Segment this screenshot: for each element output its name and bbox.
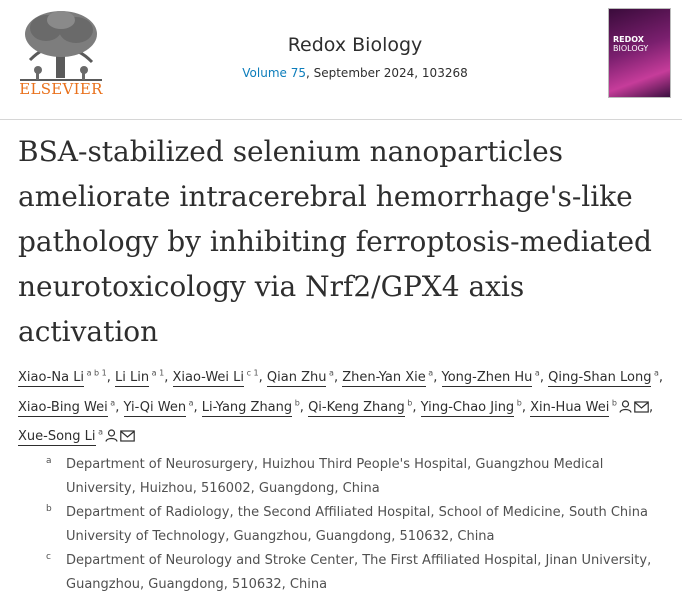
author-affiliation-marker[interactable]: c 1 [244,369,259,378]
author-name-link[interactable]: Li Lin [115,370,150,386]
person-icon[interactable] [103,429,118,444]
article-title: BSA-stabilized selenium nanoparticles ameliorate intracerebral hemorrhage's-like pathology by inhibiting ferroptosis-mediated neurotoxicology via Nrf2/GPX4 axis activation [18,135,652,348]
author-affiliation-marker[interactable]: a b 1 [84,369,107,378]
affiliation-label: b [46,504,52,514]
author-affiliation-marker[interactable]: a [425,369,434,378]
author-name-link[interactable]: Yi-Qi Wen [123,399,187,415]
author-separator: , [521,399,526,415]
author-name-link[interactable]: Xin-Hua Wei [530,399,610,415]
author-separator: , [648,399,654,415]
author-affiliation-marker[interactable]: b [514,398,522,408]
affiliation-text: Department of Neurology and Stroke Center, The First Affiliated Hospital, Jinan University, Guangzhou, Guangdong, 510632, China [66,553,652,592]
author-entry [124,400,198,415]
affiliation-text: Department of Radiology, the Second Affiliated Hospital, School of Medicine, South China University of Technology, Guangzhou, Guangdong, 510632, China [66,505,648,544]
author-name-link[interactable]: Xue-Song Li [18,428,96,444]
author-affiliation-marker[interactable]: a [651,369,659,378]
author-entry [202,400,304,415]
author-separator: , [193,399,198,415]
affiliation-label: c [46,552,51,562]
author-affiliation-marker[interactable]: a [107,398,116,408]
author-entry [267,370,338,385]
author-name-link[interactable]: Qing-Shan Long [548,370,652,386]
cover-title-line2: BIOLOGY [613,44,649,53]
author-entry [18,370,111,385]
header-divider [0,119,682,120]
author-affiliation-marker[interactable]: b [609,398,617,408]
author-entry [18,429,135,444]
article-header [0,0,682,120]
author-separator: , [412,399,417,415]
person-icon[interactable] [617,400,632,415]
author-separator: , [333,370,339,386]
author-affiliation-marker[interactable]: b [404,398,413,408]
author-separator: , [299,399,304,415]
author-entry [342,370,437,385]
author-separator: , [258,370,263,386]
author-entry [18,400,119,415]
volume-link[interactable]: Volume 75 [242,66,306,80]
author-separator: , [433,370,438,386]
cover-title-line1: REDOX [613,35,644,44]
author-name-link[interactable]: Qi-Keng Zhang [308,399,405,415]
envelope-icon[interactable] [632,400,649,415]
journal-cover-thumbnail[interactable] [608,8,671,98]
journal-issue-meta [200,66,510,80]
envelope-icon[interactable] [118,429,135,444]
author-affiliation-marker[interactable]: a [95,427,103,437]
affiliation-item [46,501,666,549]
author-list [18,361,668,449]
author-name-link[interactable]: Li-Yang Zhang [201,399,293,415]
author-affiliation-marker[interactable]: a [326,369,334,378]
author-affiliation-marker[interactable]: a [532,369,540,378]
affiliation-list [46,453,666,597]
affiliation-text: Department of Neurosurgery, Huizhou Third People's Hospital, Guangzhou Medical University, Huizhou, 516002, Guangdong, China [66,457,604,496]
author-entry [308,400,416,415]
issue-info: , September 2024, 103268 [305,66,468,80]
affiliation-item [46,453,666,501]
author-affiliation-marker[interactable]: a [186,398,194,408]
journal-title-link[interactable]: Redox Biology [287,34,423,56]
author-separator: , [106,370,111,386]
author-name-link[interactable]: Xiao-Bing Wei [18,399,108,415]
author-entry [548,370,663,385]
journal-info [200,34,510,80]
author-separator: , [115,399,120,415]
affiliation-item [46,549,666,597]
author-name-link[interactable]: Xiao-Na Li [18,370,85,386]
author-separator: , [164,370,169,386]
affiliation-label: a [46,456,52,466]
publisher-name: ELSEVIER [19,80,103,98]
author-entry [421,400,526,415]
author-entry [530,400,653,415]
author-entry [173,370,263,385]
author-separator: , [539,370,544,386]
author-affiliation-marker[interactable]: a 1 [149,369,165,378]
author-separator: , [658,370,664,386]
cover-title [613,35,648,53]
author-name-link[interactable]: Zhen-Yan Xie [342,370,426,386]
author-name-link[interactable]: Xiao-Wei Li [172,370,245,386]
author-name-link[interactable]: Ying-Chao Jing [420,399,515,415]
author-name-link[interactable]: Qian Zhu [266,370,327,386]
author-name-link[interactable]: Yong-Zhen Hu [441,370,533,386]
author-entry [442,370,544,385]
author-affiliation-marker[interactable]: b [292,398,300,408]
author-entry [115,370,168,385]
